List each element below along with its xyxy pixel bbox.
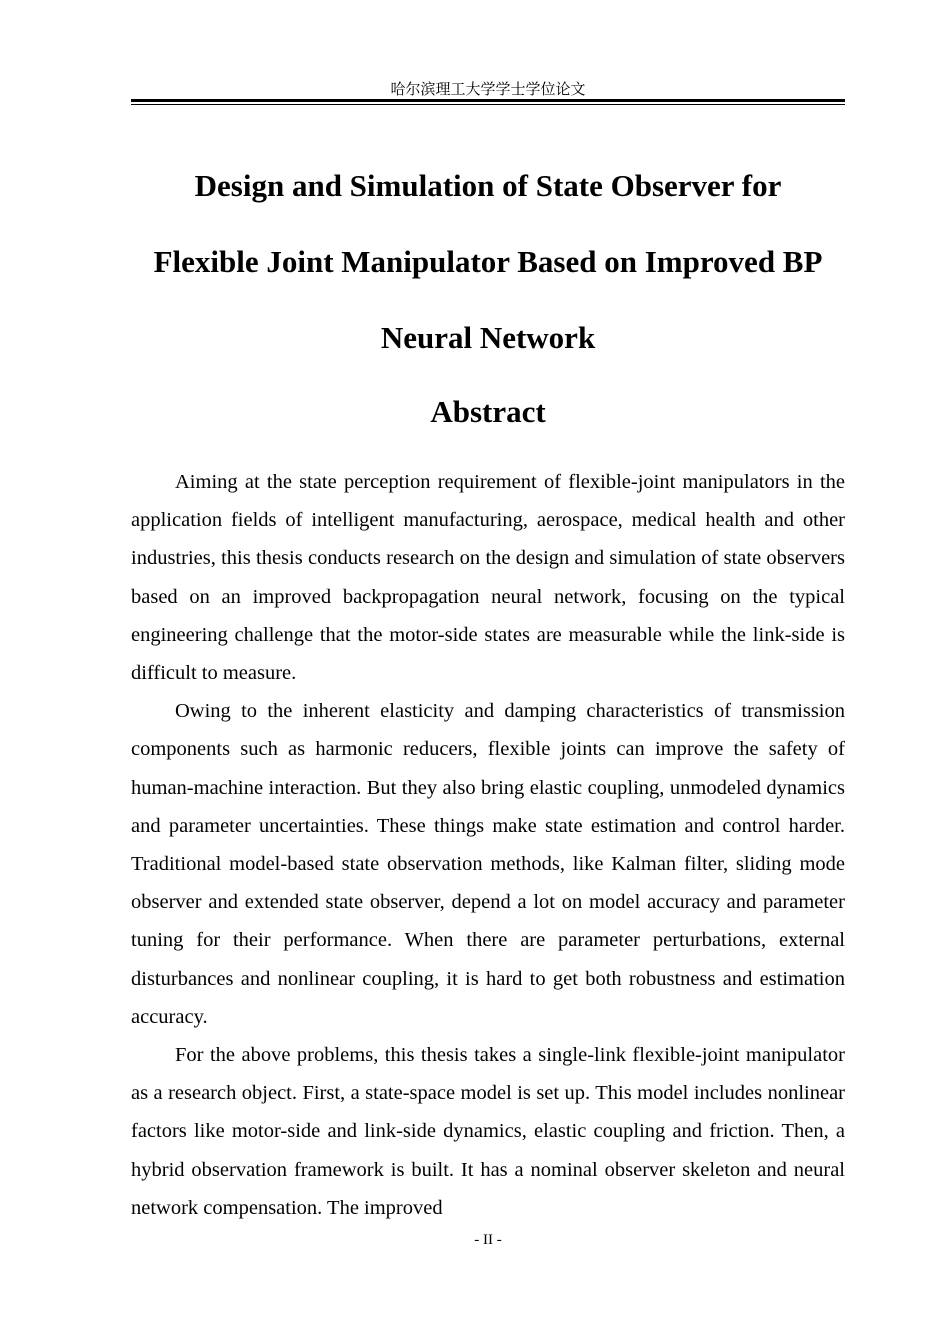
abstract-paragraph-2: Owing to the inherent elasticity and damping characteristics of transmission components such as harmonic reducers, flexible joints can improve the safety of human-machine interaction. But they also bring elastic coupling, unmodeled dynamics and parameter uncertainties. These things make state estimation and control harder. Traditional model-based state observation methods, like Kalman filter, sliding mode observer and extended state observer, depend a lot on model accuracy and parameter tuning for their performance. When there are parameter perturbations, external disturbances and nonlinear coupling, it is hard to get both robustness and estimation accuracy. [131,700,845,1028]
running-header: 哈尔滨理工大学学士学位论文 [390,80,586,98]
thesis-title [131,148,845,376]
header-rule-thick [131,99,845,102]
title-line-1: Design and Simulation of State Observer for [194,168,782,203]
title-line-2: Flexible Joint Manipulator Based on Improved BP [153,244,823,279]
abstract-paragraph-3: For the above problems, this thesis takes a single-link flexible-joint manipulator as a research object. First, a state-space model is set up. This model includes nonlinear factors like motor-side and link-side dynamics, elastic coupling and friction. Then, a hybrid observation framework is built. It has a nominal observer skeleton and neural network compensation. The improved [131,1044,845,1219]
abstract-heading: Abstract [430,394,546,429]
title-line-3: Neural Network [380,320,596,355]
abstract-paragraph-1: Aiming at the state perception requirement of flexible-joint manipulators in the application fields of intelligent manufacturing, aerospace, medical health and other industries, this thesis conducts research on the design and simulation of state observers based on an improved backpropagation neural network, focusing on the typical engineering challenge that the motor-side states are measurable while the link-side is difficult to measure. [131,471,845,685]
header-rule-thin [131,104,845,105]
page-number: - II - [474,1232,502,1248]
abstract-body [131,463,845,1227]
